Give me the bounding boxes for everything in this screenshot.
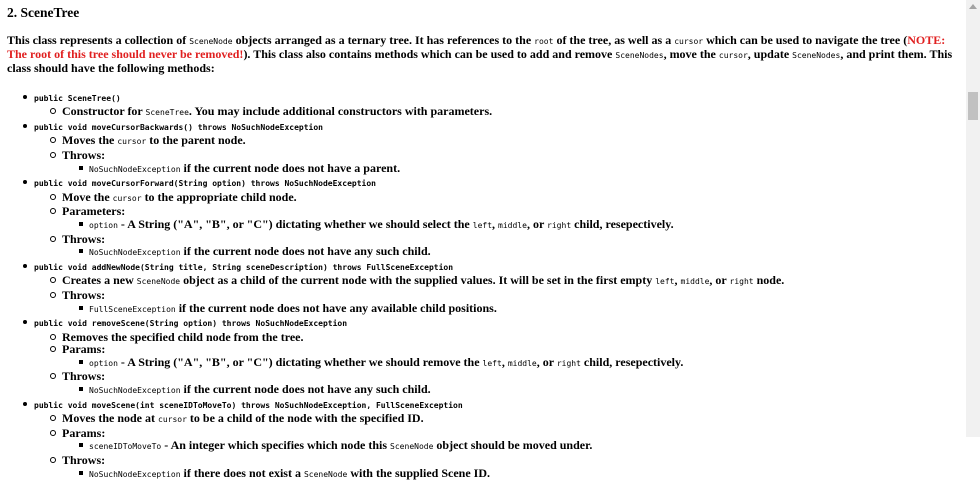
param-text: - An integer which specifies which node this — [161, 438, 391, 453]
exception-text: with the supplied Scene ID. — [347, 465, 490, 480]
exception-code: NoSuchNodeException — [89, 386, 181, 396]
exception-code: NoSuchNodeException — [89, 248, 181, 258]
inline-code: cursor — [158, 415, 187, 425]
method-signature — [7, 316, 957, 331]
desc-text: to the parent node. — [146, 133, 246, 148]
intro-text: , and print them. This class should have the following methods: — [7, 47, 953, 76]
inline-code: cursor — [718, 51, 748, 61]
exception-item — [7, 162, 957, 177]
method-description: Removes the specified child node from the tree. — [7, 331, 957, 344]
desc-text: Constructor for — [62, 104, 146, 119]
param-text: object should be moved under. — [433, 438, 593, 453]
intro-text: which can be used to navigate the tree ( — [703, 33, 908, 47]
exception-code: FullSceneException — [89, 304, 176, 314]
inline-code: right — [729, 277, 754, 287]
root-warning-note: NOTE: The root of this tree should never be removed! — [7, 33, 946, 62]
desc-text: , — [674, 273, 681, 288]
inline-code: SceneNode — [390, 442, 434, 452]
desc-text: Moves the node at — [62, 411, 158, 426]
param-text: child, resepectively. — [580, 354, 684, 369]
method-description — [7, 191, 957, 206]
section-heading: 2. SceneTree — [7, 5, 80, 20]
param-code: sceneIDToMoveTo — [89, 442, 162, 452]
params-label: Params: — [7, 427, 957, 440]
exception-item — [7, 245, 957, 260]
param-text: - A String ("A", "B", or "C") dictating whether we should select the — [117, 216, 473, 231]
parameter-item — [7, 356, 957, 371]
exception-text: if there does not exist a — [180, 465, 304, 480]
exception-item — [7, 383, 957, 398]
desc-text: Creates a new — [62, 273, 137, 288]
exception-text: if the current node does not have any such child. — [180, 382, 431, 397]
parameter-item — [7, 218, 957, 233]
intro-text: , update — [747, 47, 793, 62]
desc-text: . You may include additional constructors with parameters. — [188, 104, 493, 119]
inline-code: left — [482, 358, 502, 368]
inline-code: SceneNodes — [792, 51, 841, 61]
method-signature — [7, 120, 957, 135]
param-text: - A String ("A", "B", or "C") dictating whether we should remove the — [117, 354, 483, 369]
exception-code: NoSuchNodeException — [89, 164, 181, 174]
param-text: , — [492, 216, 499, 231]
intro-text: , move the — [663, 47, 719, 62]
throws-label: Throws: — [7, 233, 957, 246]
inline-code: SceneNodes — [615, 51, 664, 61]
document-content — [7, 4, 957, 481]
inline-code: SceneNode — [136, 277, 181, 287]
method-description — [7, 412, 957, 427]
signature-code: public void addNewNode(String title, String sceneDescription) throws FullSceneException — [34, 262, 454, 272]
vertical-scrollbar[interactable] — [966, 0, 980, 437]
inline-code: cursor — [117, 137, 147, 147]
inline-code: cursor — [112, 193, 142, 203]
method-description — [7, 274, 957, 289]
intro-text: of the tree, as well as a — [553, 33, 675, 47]
scroll-up-arrow-icon[interactable] — [969, 4, 977, 9]
signature-code: public void moveCursorForward(String option) throws NoSuchNodeException — [34, 179, 376, 189]
param-code: option — [89, 220, 118, 230]
param-code: option — [89, 358, 118, 368]
exception-text: if the current node does not have any available child positions. — [175, 300, 497, 315]
throws-label: Throws: — [7, 454, 957, 467]
inline-code: cursor — [674, 37, 704, 46]
method-description — [7, 105, 957, 120]
exception-code: NoSuchNodeException — [89, 469, 181, 479]
exception-text: if the current node does not have any such child. — [180, 244, 431, 259]
desc-text: object as a child of the current node with the supplied values. It will be set in the first empty — [180, 273, 656, 288]
inline-code: SceneNode — [303, 469, 348, 479]
method-description — [7, 134, 957, 149]
param-text: child, resepectively. — [571, 216, 674, 231]
desc-text: Move the — [62, 189, 113, 204]
signature-code: public void moveScene(int sceneIDToMoveTo) throws NoSuchNodeException, FullSceneException — [34, 400, 463, 410]
intro-text: ). This class also contains methods which can be used to add and remove — [243, 47, 616, 62]
throws-label: Throws: — [7, 149, 957, 162]
desc-text: , or — [709, 273, 730, 288]
intro-text: This class represents a collection of — [7, 33, 190, 47]
signature-code: public void moveCursorBackwards() throws NoSuchNodeException — [34, 122, 323, 132]
method-signature — [7, 398, 957, 413]
params-label: Params: — [7, 343, 957, 356]
inline-code: right — [556, 358, 581, 368]
inline-code: middle — [498, 220, 527, 230]
method-signature — [7, 91, 957, 106]
inline-code: middle — [680, 277, 710, 287]
param-text: , or — [536, 354, 557, 369]
parameters-label: Parameters: — [7, 205, 957, 218]
throws-label: Throws: — [7, 370, 957, 383]
throws-label: Throws: — [7, 289, 957, 302]
scrollbar-thumb[interactable] — [968, 92, 978, 120]
inline-code: left — [655, 277, 675, 287]
desc-text: Moves the — [62, 133, 118, 148]
desc-text: to the appropriate child node. — [141, 189, 297, 204]
param-text: , — [501, 354, 508, 369]
inline-code: left — [472, 220, 493, 230]
exception-item — [7, 467, 957, 481]
method-signature — [7, 260, 957, 275]
intro-paragraph — [7, 34, 955, 76]
exception-item — [7, 302, 957, 317]
exception-text: if the current node does not have a parent. — [180, 160, 401, 175]
signature-code: public SceneTree() — [34, 93, 121, 103]
inline-code: right — [547, 220, 572, 230]
intro-text: objects arranged as a ternary tree. It has references to the — [232, 33, 535, 47]
desc-text: to be a child of the node with the specified ID. — [186, 411, 424, 426]
inline-code: SceneTree — [145, 108, 189, 118]
inline-code: middle — [507, 358, 537, 368]
method-list — [7, 91, 957, 481]
inline-code: SceneNode — [189, 37, 233, 46]
desc-text: node. — [753, 273, 785, 288]
signature-code: public void removeScene(String option) throws NoSuchNodeException — [34, 319, 348, 329]
parameter-item — [7, 439, 957, 454]
inline-code: root — [534, 37, 554, 46]
method-signature — [7, 176, 957, 191]
param-text: , or — [526, 216, 548, 231]
